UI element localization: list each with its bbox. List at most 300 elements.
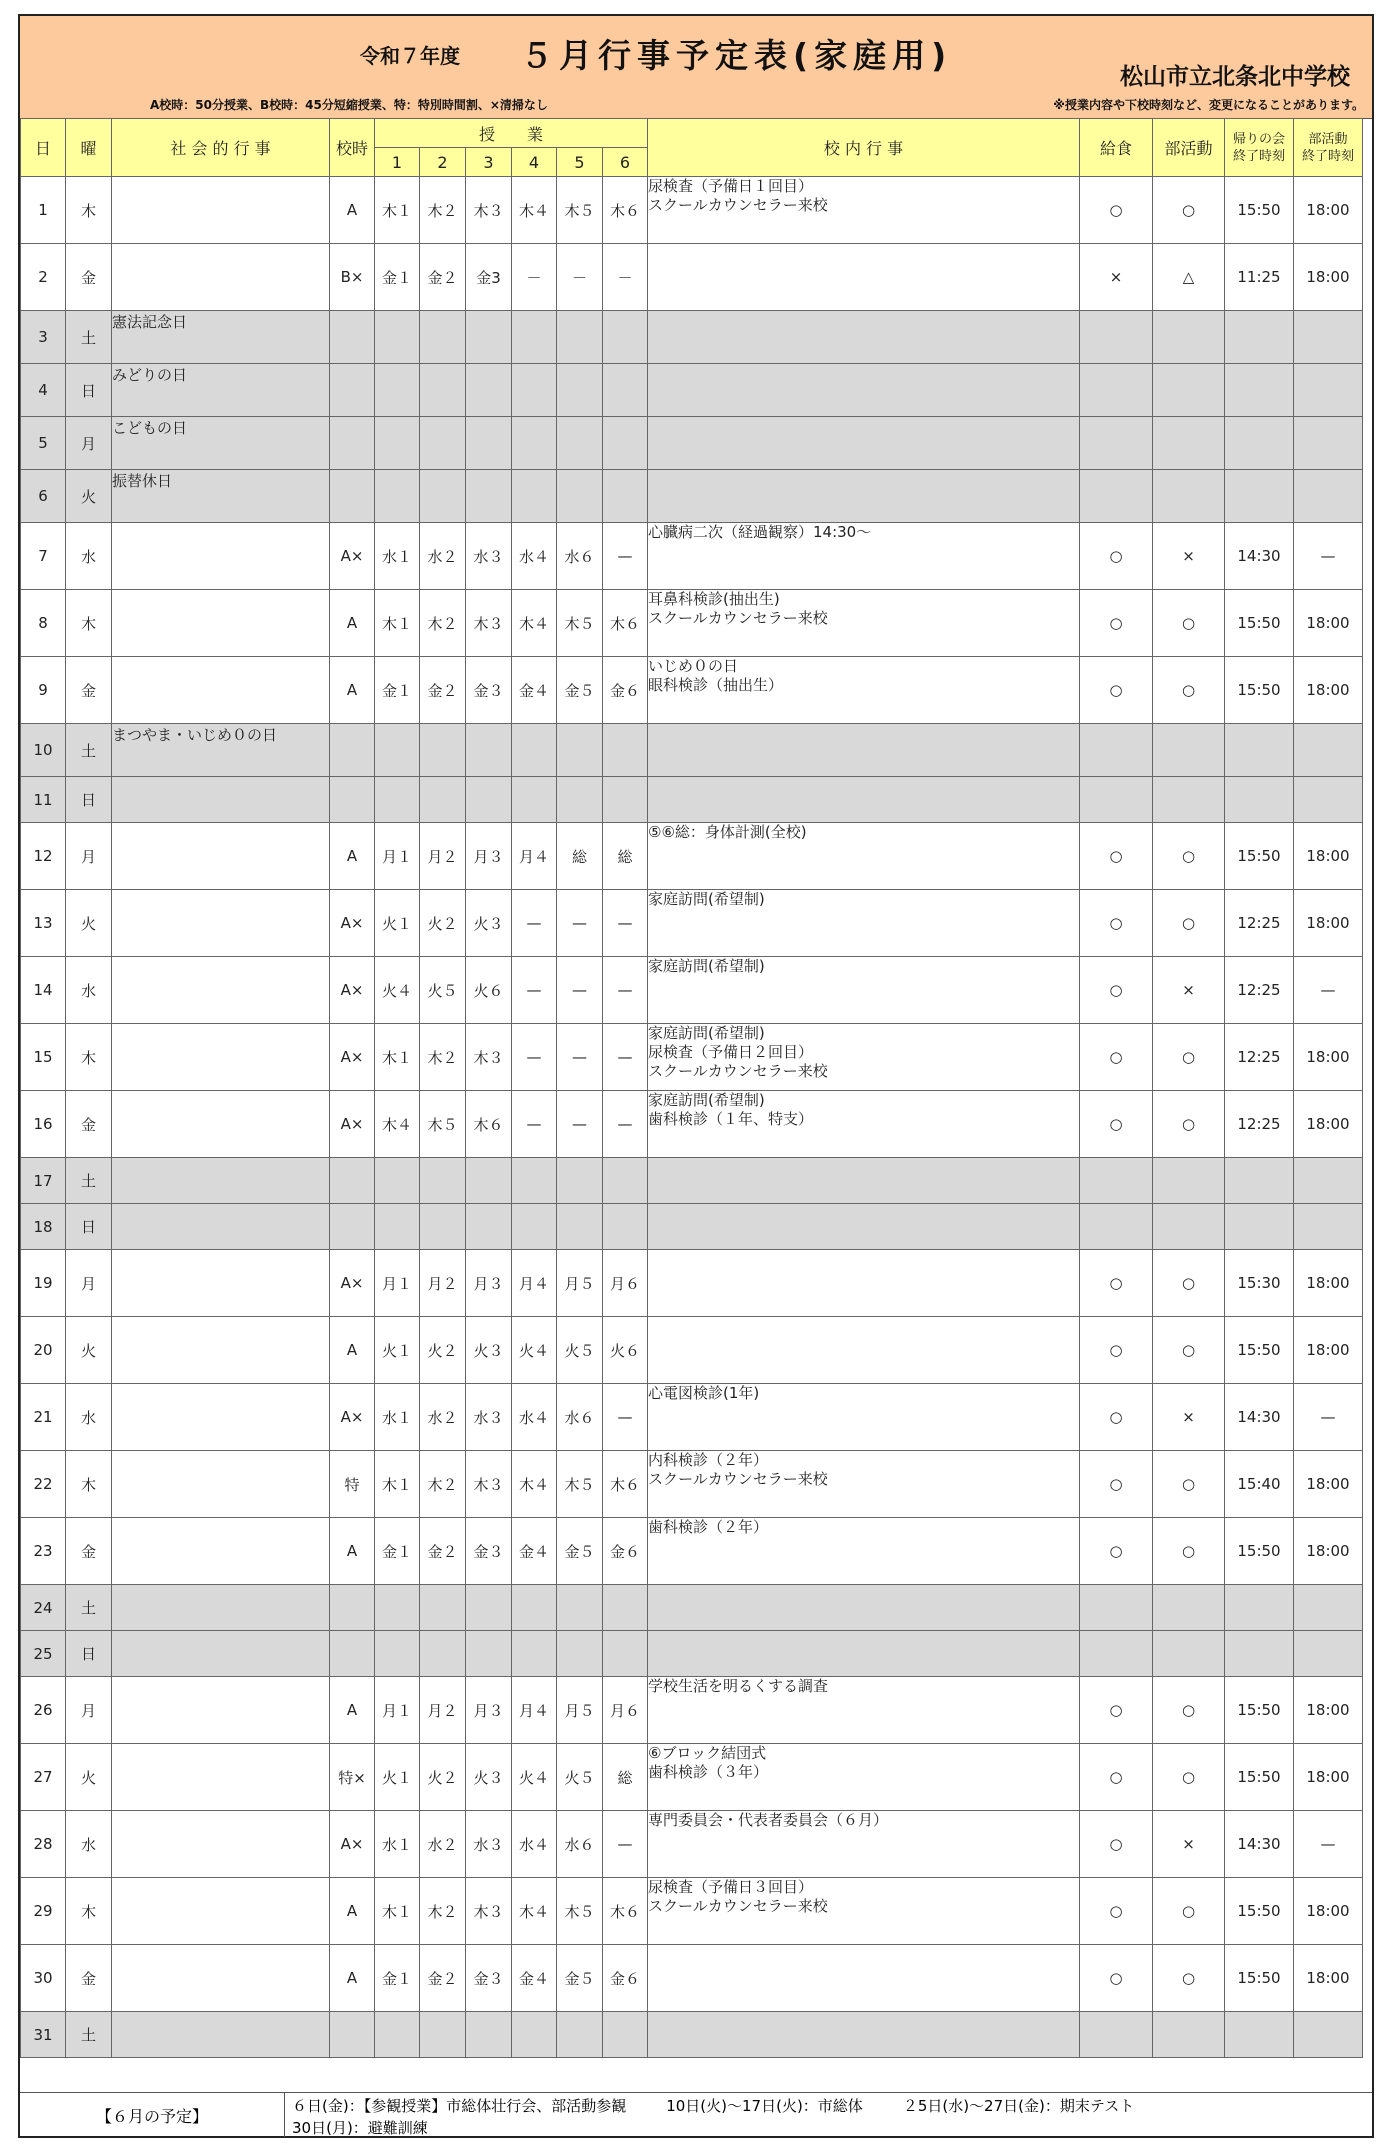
- social-event: [112, 1585, 330, 1631]
- class-period-6: 金６: [603, 657, 648, 724]
- class-period-2: 水２: [420, 523, 466, 590]
- social-event: [112, 244, 330, 311]
- col-day: 日: [21, 119, 66, 177]
- class-period-5: —: [557, 1091, 603, 1158]
- class-period-1: 木１: [375, 1878, 420, 1945]
- class-period-1: 金１: [375, 1518, 420, 1585]
- school-events: [648, 1518, 1080, 1585]
- club-end-time: [1294, 1204, 1363, 1250]
- col-period-5: 5: [557, 148, 603, 177]
- day-number: 24: [21, 1585, 66, 1631]
- weekday: 火: [66, 1744, 112, 1811]
- lunch-status: ○: [1080, 957, 1153, 1024]
- class-period-5: [557, 364, 603, 417]
- table-row: [21, 1585, 1363, 1631]
- class-period-2: [420, 364, 466, 417]
- social-event: [112, 1744, 330, 1811]
- weekday: 火: [66, 890, 112, 957]
- club-end-time: 18:00: [1294, 1945, 1363, 2012]
- weekday: 日: [66, 1631, 112, 1677]
- school-event-line: スクールカウンセラー来校: [648, 609, 828, 627]
- table-row: [21, 1317, 1363, 1384]
- class-period-1: 火１: [375, 1744, 420, 1811]
- school-events: [648, 311, 1080, 364]
- class-period-3: 月３: [466, 823, 512, 890]
- weekday: 日: [66, 777, 112, 823]
- weekday: 土: [66, 724, 112, 777]
- homeroom-end-time: 15:40: [1225, 1451, 1294, 1518]
- class-period-2: [420, 470, 466, 523]
- class-period-2: [420, 1631, 466, 1677]
- school-events: [648, 1677, 1080, 1744]
- june-preview-line1: [292, 2095, 1134, 2116]
- class-period-1: 金１: [375, 244, 420, 311]
- weekday: 金: [66, 1518, 112, 1585]
- social-event: [112, 823, 330, 890]
- school-event-line: ⑤⑥総：身体計測(全校): [648, 823, 807, 841]
- club-end-time: [1294, 1585, 1363, 1631]
- homeroom-end-time: 14:30: [1225, 1811, 1294, 1878]
- weekday: 日: [66, 1204, 112, 1250]
- day-number: 3: [21, 311, 66, 364]
- class-period-4: [512, 724, 557, 777]
- weekday: 金: [66, 1091, 112, 1158]
- club-end-time: [1294, 777, 1363, 823]
- club-status: ○: [1153, 1317, 1225, 1384]
- col-homeroom-end-line1: 帰りの会: [1232, 131, 1285, 147]
- club-end-time: [1294, 470, 1363, 523]
- club-end-time: 18:00: [1294, 890, 1363, 957]
- class-period-3: 木３: [466, 1024, 512, 1091]
- class-period-4: [512, 364, 557, 417]
- day-number: 30: [21, 1945, 66, 2012]
- table-row: [21, 724, 1363, 777]
- class-period-2: 水２: [420, 1384, 466, 1451]
- schedule-body: [21, 177, 1363, 2058]
- class-period-6: 木６: [603, 1451, 648, 1518]
- day-number: 6: [21, 470, 66, 523]
- class-period-2: 木２: [420, 177, 466, 244]
- class-period-3: 火６: [466, 957, 512, 1024]
- schedule-sheet: [18, 14, 1374, 2138]
- school-event-line: 歯科検診（３年）: [648, 1763, 769, 1781]
- school-events: [648, 2012, 1080, 2058]
- club-status: ×: [1153, 1811, 1225, 1878]
- class-period-2: [420, 2012, 466, 2058]
- lunch-status: [1080, 311, 1153, 364]
- class-period-6: —: [603, 890, 648, 957]
- col-period-4: 4: [512, 148, 557, 177]
- period-type: [330, 311, 375, 364]
- social-event: [112, 657, 330, 724]
- school-event-line: 尿検査（予備日２回目）: [648, 1043, 814, 1061]
- col-classes: 授 業: [375, 119, 648, 148]
- school-events: [648, 1024, 1080, 1091]
- period-type: [330, 470, 375, 523]
- school-events: [648, 1158, 1080, 1204]
- day-number: 15: [21, 1024, 66, 1091]
- class-period-6: 木６: [603, 177, 648, 244]
- class-period-4: [512, 1631, 557, 1677]
- june-preview: [20, 2092, 1372, 2137]
- class-period-1: [375, 724, 420, 777]
- period-type: [330, 1204, 375, 1250]
- lunch-status: ○: [1080, 1024, 1153, 1091]
- class-period-1: 木１: [375, 177, 420, 244]
- day-number: 12: [21, 823, 66, 890]
- june-preview-line2: [292, 2117, 428, 2138]
- social-event: こどもの日: [112, 417, 330, 470]
- school-events: [648, 1744, 1080, 1811]
- period-type: A×: [330, 523, 375, 590]
- day-number: 17: [21, 1158, 66, 1204]
- class-period-5: 木５: [557, 177, 603, 244]
- school-event-line: 尿検査（予備日１回目）: [648, 177, 814, 195]
- social-event: [112, 1158, 330, 1204]
- class-period-4: 月４: [512, 1250, 557, 1317]
- col-period-6: 6: [603, 148, 648, 177]
- june-item-2: 10日(火)～17日(火)：市総体: [666, 2097, 863, 2115]
- day-number: 22: [21, 1451, 66, 1518]
- club-status: [1153, 417, 1225, 470]
- lunch-status: [1080, 470, 1153, 523]
- day-number: 5: [21, 417, 66, 470]
- lunch-status: [1080, 1585, 1153, 1631]
- club-end-time: [1294, 311, 1363, 364]
- lunch-status: ○: [1080, 590, 1153, 657]
- class-period-2: 水２: [420, 1811, 466, 1878]
- june-item-3: ２5日(水)～27日(金)：期末テスト: [902, 2097, 1135, 2115]
- class-period-4: —: [512, 1091, 557, 1158]
- school-event-line: 尿検査（予備日３回目）: [648, 1878, 814, 1896]
- class-period-5: 木５: [557, 590, 603, 657]
- class-period-4: 火４: [512, 1744, 557, 1811]
- lunch-status: ○: [1080, 1091, 1153, 1158]
- lunch-status: ○: [1080, 1317, 1153, 1384]
- lunch-status: ○: [1080, 1518, 1153, 1585]
- class-period-3: 水３: [466, 523, 512, 590]
- col-homeroom-end-line2: 終了時刻: [1232, 148, 1285, 164]
- class-period-6: 金６: [603, 1518, 648, 1585]
- school-event-line: 眼科検診（抽出生）: [648, 676, 784, 694]
- school-name: 松山市立北条北中学校: [1120, 64, 1350, 90]
- social-event: [112, 1811, 330, 1878]
- club-status: [1153, 724, 1225, 777]
- day-number: 25: [21, 1631, 66, 1677]
- school-events: [648, 244, 1080, 311]
- class-period-2: 木５: [420, 1091, 466, 1158]
- col-period-3: 3: [466, 148, 512, 177]
- lunch-status: [1080, 417, 1153, 470]
- class-period-5: 水６: [557, 1384, 603, 1451]
- class-period-6: —: [603, 523, 648, 590]
- class-period-6: [603, 1204, 648, 1250]
- class-period-1: [375, 1204, 420, 1250]
- class-period-3: 木３: [466, 1878, 512, 1945]
- class-period-4: 月４: [512, 823, 557, 890]
- lunch-status: ○: [1080, 1878, 1153, 1945]
- period-type: A: [330, 1945, 375, 2012]
- day-number: 29: [21, 1878, 66, 1945]
- club-end-time: 18:00: [1294, 1250, 1363, 1317]
- class-period-3: [466, 1585, 512, 1631]
- col-school-events: 校 内 行 事: [648, 119, 1080, 177]
- club-end-time: 18:00: [1294, 1878, 1363, 1945]
- weekday: 木: [66, 590, 112, 657]
- table-row: [21, 1631, 1363, 1677]
- class-period-6: —: [603, 1811, 648, 1878]
- class-period-5: [557, 1158, 603, 1204]
- table-row: [21, 244, 1363, 311]
- homeroom-end-time: 12:25: [1225, 1091, 1294, 1158]
- class-period-3: 月３: [466, 1677, 512, 1744]
- class-period-2: [420, 311, 466, 364]
- period-type: [330, 724, 375, 777]
- lunch-status: [1080, 1204, 1153, 1250]
- club-end-time: —: [1294, 523, 1363, 590]
- class-period-5: 金５: [557, 1518, 603, 1585]
- class-period-3: 金3: [466, 244, 512, 311]
- class-period-4: 木４: [512, 177, 557, 244]
- period-type: A×: [330, 1091, 375, 1158]
- class-period-2: 木２: [420, 590, 466, 657]
- weekday: 木: [66, 1024, 112, 1091]
- class-period-5: [557, 470, 603, 523]
- period-type: A×: [330, 1811, 375, 1878]
- col-club: 部活動: [1153, 119, 1225, 177]
- col-period-type: 校時: [330, 119, 375, 177]
- table-row: [21, 2012, 1363, 2058]
- table-row: [21, 1024, 1363, 1091]
- weekday: 火: [66, 1317, 112, 1384]
- club-end-time: 18:00: [1294, 1518, 1363, 1585]
- class-period-5: [557, 311, 603, 364]
- school-events: [648, 823, 1080, 890]
- social-event: [112, 1945, 330, 2012]
- class-period-6: [603, 1158, 648, 1204]
- club-status: ○: [1153, 823, 1225, 890]
- table-row: [21, 1744, 1363, 1811]
- class-period-5: 木５: [557, 1451, 603, 1518]
- lunch-status: [1080, 777, 1153, 823]
- club-end-time: —: [1294, 1811, 1363, 1878]
- lunch-status: ○: [1080, 1945, 1153, 2012]
- day-number: 20: [21, 1317, 66, 1384]
- day-number: 16: [21, 1091, 66, 1158]
- weekday: 月: [66, 417, 112, 470]
- class-period-6: —: [603, 957, 648, 1024]
- social-event: [112, 2012, 330, 2058]
- class-period-3: 金３: [466, 1518, 512, 1585]
- class-period-5: 水６: [557, 523, 603, 590]
- class-period-1: 火４: [375, 957, 420, 1024]
- class-period-5: 月５: [557, 1250, 603, 1317]
- weekday: 月: [66, 1250, 112, 1317]
- class-period-1: 木１: [375, 1024, 420, 1091]
- class-period-3: 月３: [466, 1250, 512, 1317]
- class-period-5: [557, 1631, 603, 1677]
- school-events: [648, 1811, 1080, 1878]
- school-event-line: スクールカウンセラー来校: [648, 1897, 828, 1915]
- homeroom-end-time: 15:30: [1225, 1250, 1294, 1317]
- day-number: 23: [21, 1518, 66, 1585]
- table-row: [21, 1878, 1363, 1945]
- period-type: A: [330, 177, 375, 244]
- class-period-6: －: [603, 244, 648, 311]
- lunch-status: [1080, 364, 1153, 417]
- class-period-2: 月２: [420, 1250, 466, 1317]
- class-period-3: 金３: [466, 657, 512, 724]
- class-period-4: —: [512, 890, 557, 957]
- class-period-3: 火３: [466, 1317, 512, 1384]
- social-event: 憲法記念日: [112, 311, 330, 364]
- period-type: A×: [330, 1024, 375, 1091]
- social-event: [112, 177, 330, 244]
- homeroom-end-time: 15:50: [1225, 1317, 1294, 1384]
- school-events: [648, 1384, 1080, 1451]
- homeroom-end-time: [1225, 470, 1294, 523]
- school-events: [648, 777, 1080, 823]
- table-row: [21, 1091, 1363, 1158]
- club-status: ○: [1153, 590, 1225, 657]
- school-event-line: 専門委員会・代表者委員会（６月）: [648, 1811, 889, 1829]
- table-row: [21, 470, 1363, 523]
- school-event-line: 家庭訪問(希望制): [648, 1024, 765, 1042]
- period-type: A: [330, 657, 375, 724]
- table-row: [21, 1250, 1363, 1317]
- school-events: [648, 957, 1080, 1024]
- class-period-4: [512, 1585, 557, 1631]
- class-period-3: 火３: [466, 1744, 512, 1811]
- school-event-line: 心臓病二次（経過観察）14:30～: [648, 523, 872, 541]
- table-row: [21, 311, 1363, 364]
- class-period-6: [603, 470, 648, 523]
- club-end-time: —: [1294, 1384, 1363, 1451]
- school-events: [648, 1250, 1080, 1317]
- table-row: [21, 890, 1363, 957]
- period-type: A: [330, 1878, 375, 1945]
- table-row: [21, 1677, 1363, 1744]
- club-end-time: 18:00: [1294, 244, 1363, 311]
- school-event-line: 歯科検診（１年、特支）: [648, 1110, 814, 1128]
- club-status: ○: [1153, 657, 1225, 724]
- school-event-line: 家庭訪問(希望制): [648, 890, 765, 908]
- day-number: 18: [21, 1204, 66, 1250]
- club-status: ○: [1153, 1744, 1225, 1811]
- club-status: ○: [1153, 1250, 1225, 1317]
- class-period-6: [603, 777, 648, 823]
- school-events: [648, 1091, 1080, 1158]
- period-type: 特×: [330, 1744, 375, 1811]
- school-events: [648, 364, 1080, 417]
- table-row: [21, 657, 1363, 724]
- school-events: [648, 590, 1080, 657]
- lunch-status: [1080, 724, 1153, 777]
- col-club-end: [1294, 119, 1363, 177]
- table-row: [21, 1811, 1363, 1878]
- class-period-1: 月１: [375, 823, 420, 890]
- class-period-2: 月２: [420, 823, 466, 890]
- social-event: [112, 523, 330, 590]
- class-period-1: 木１: [375, 590, 420, 657]
- social-event: 振替休日: [112, 470, 330, 523]
- social-event: [112, 777, 330, 823]
- class-period-3: [466, 311, 512, 364]
- weekday: 金: [66, 1945, 112, 2012]
- class-period-2: 火２: [420, 1317, 466, 1384]
- class-period-4: —: [512, 1024, 557, 1091]
- homeroom-end-time: [1225, 417, 1294, 470]
- school-events: [648, 890, 1080, 957]
- class-period-1: 火１: [375, 890, 420, 957]
- social-event: [112, 957, 330, 1024]
- table-row: [21, 523, 1363, 590]
- class-period-2: [420, 1158, 466, 1204]
- school-event-line: 学校生活を明るくする調査: [648, 1677, 829, 1695]
- day-number: 9: [21, 657, 66, 724]
- school-events: [648, 1317, 1080, 1384]
- social-event: [112, 890, 330, 957]
- homeroom-end-time: 15:50: [1225, 590, 1294, 657]
- class-period-6: [603, 311, 648, 364]
- day-number: 7: [21, 523, 66, 590]
- period-type: A×: [330, 1384, 375, 1451]
- period-type: 特: [330, 1451, 375, 1518]
- social-event: [112, 1518, 330, 1585]
- class-period-1: [375, 1158, 420, 1204]
- club-status: [1153, 1204, 1225, 1250]
- club-end-time: 18:00: [1294, 1317, 1363, 1384]
- homeroom-end-time: [1225, 311, 1294, 364]
- class-period-5: 金５: [557, 1945, 603, 2012]
- class-period-4: 水４: [512, 1811, 557, 1878]
- class-period-6: 木６: [603, 590, 648, 657]
- class-period-3: [466, 777, 512, 823]
- class-period-5: 総: [557, 823, 603, 890]
- class-period-6: [603, 2012, 648, 2058]
- class-period-4: 火４: [512, 1317, 557, 1384]
- class-period-2: [420, 777, 466, 823]
- period-type: A: [330, 1677, 375, 1744]
- class-period-6: [603, 724, 648, 777]
- class-period-4: 金４: [512, 657, 557, 724]
- class-period-2: 木２: [420, 1878, 466, 1945]
- class-period-2: 金２: [420, 657, 466, 724]
- class-period-4: 月４: [512, 1677, 557, 1744]
- homeroom-end-time: 15:50: [1225, 1878, 1294, 1945]
- period-type: A: [330, 1518, 375, 1585]
- day-number: 27: [21, 1744, 66, 1811]
- social-event: まつやま・いじめ０の日: [112, 724, 330, 777]
- class-period-1: 木１: [375, 1451, 420, 1518]
- class-period-3: [466, 364, 512, 417]
- lunch-status: ○: [1080, 523, 1153, 590]
- social-event: [112, 1384, 330, 1451]
- social-event: みどりの日: [112, 364, 330, 417]
- class-period-6: [603, 364, 648, 417]
- lunch-status: ○: [1080, 823, 1153, 890]
- class-period-1: [375, 1631, 420, 1677]
- col-period-2: 2: [420, 148, 466, 177]
- table-row: [21, 1158, 1363, 1204]
- club-end-time: [1294, 417, 1363, 470]
- lunch-status: [1080, 2012, 1153, 2058]
- class-period-4: [512, 1204, 557, 1250]
- club-status: ○: [1153, 1518, 1225, 1585]
- class-period-1: 月１: [375, 1677, 420, 1744]
- school-event-line: 家庭訪問(希望制): [648, 957, 765, 975]
- club-end-time: 18:00: [1294, 177, 1363, 244]
